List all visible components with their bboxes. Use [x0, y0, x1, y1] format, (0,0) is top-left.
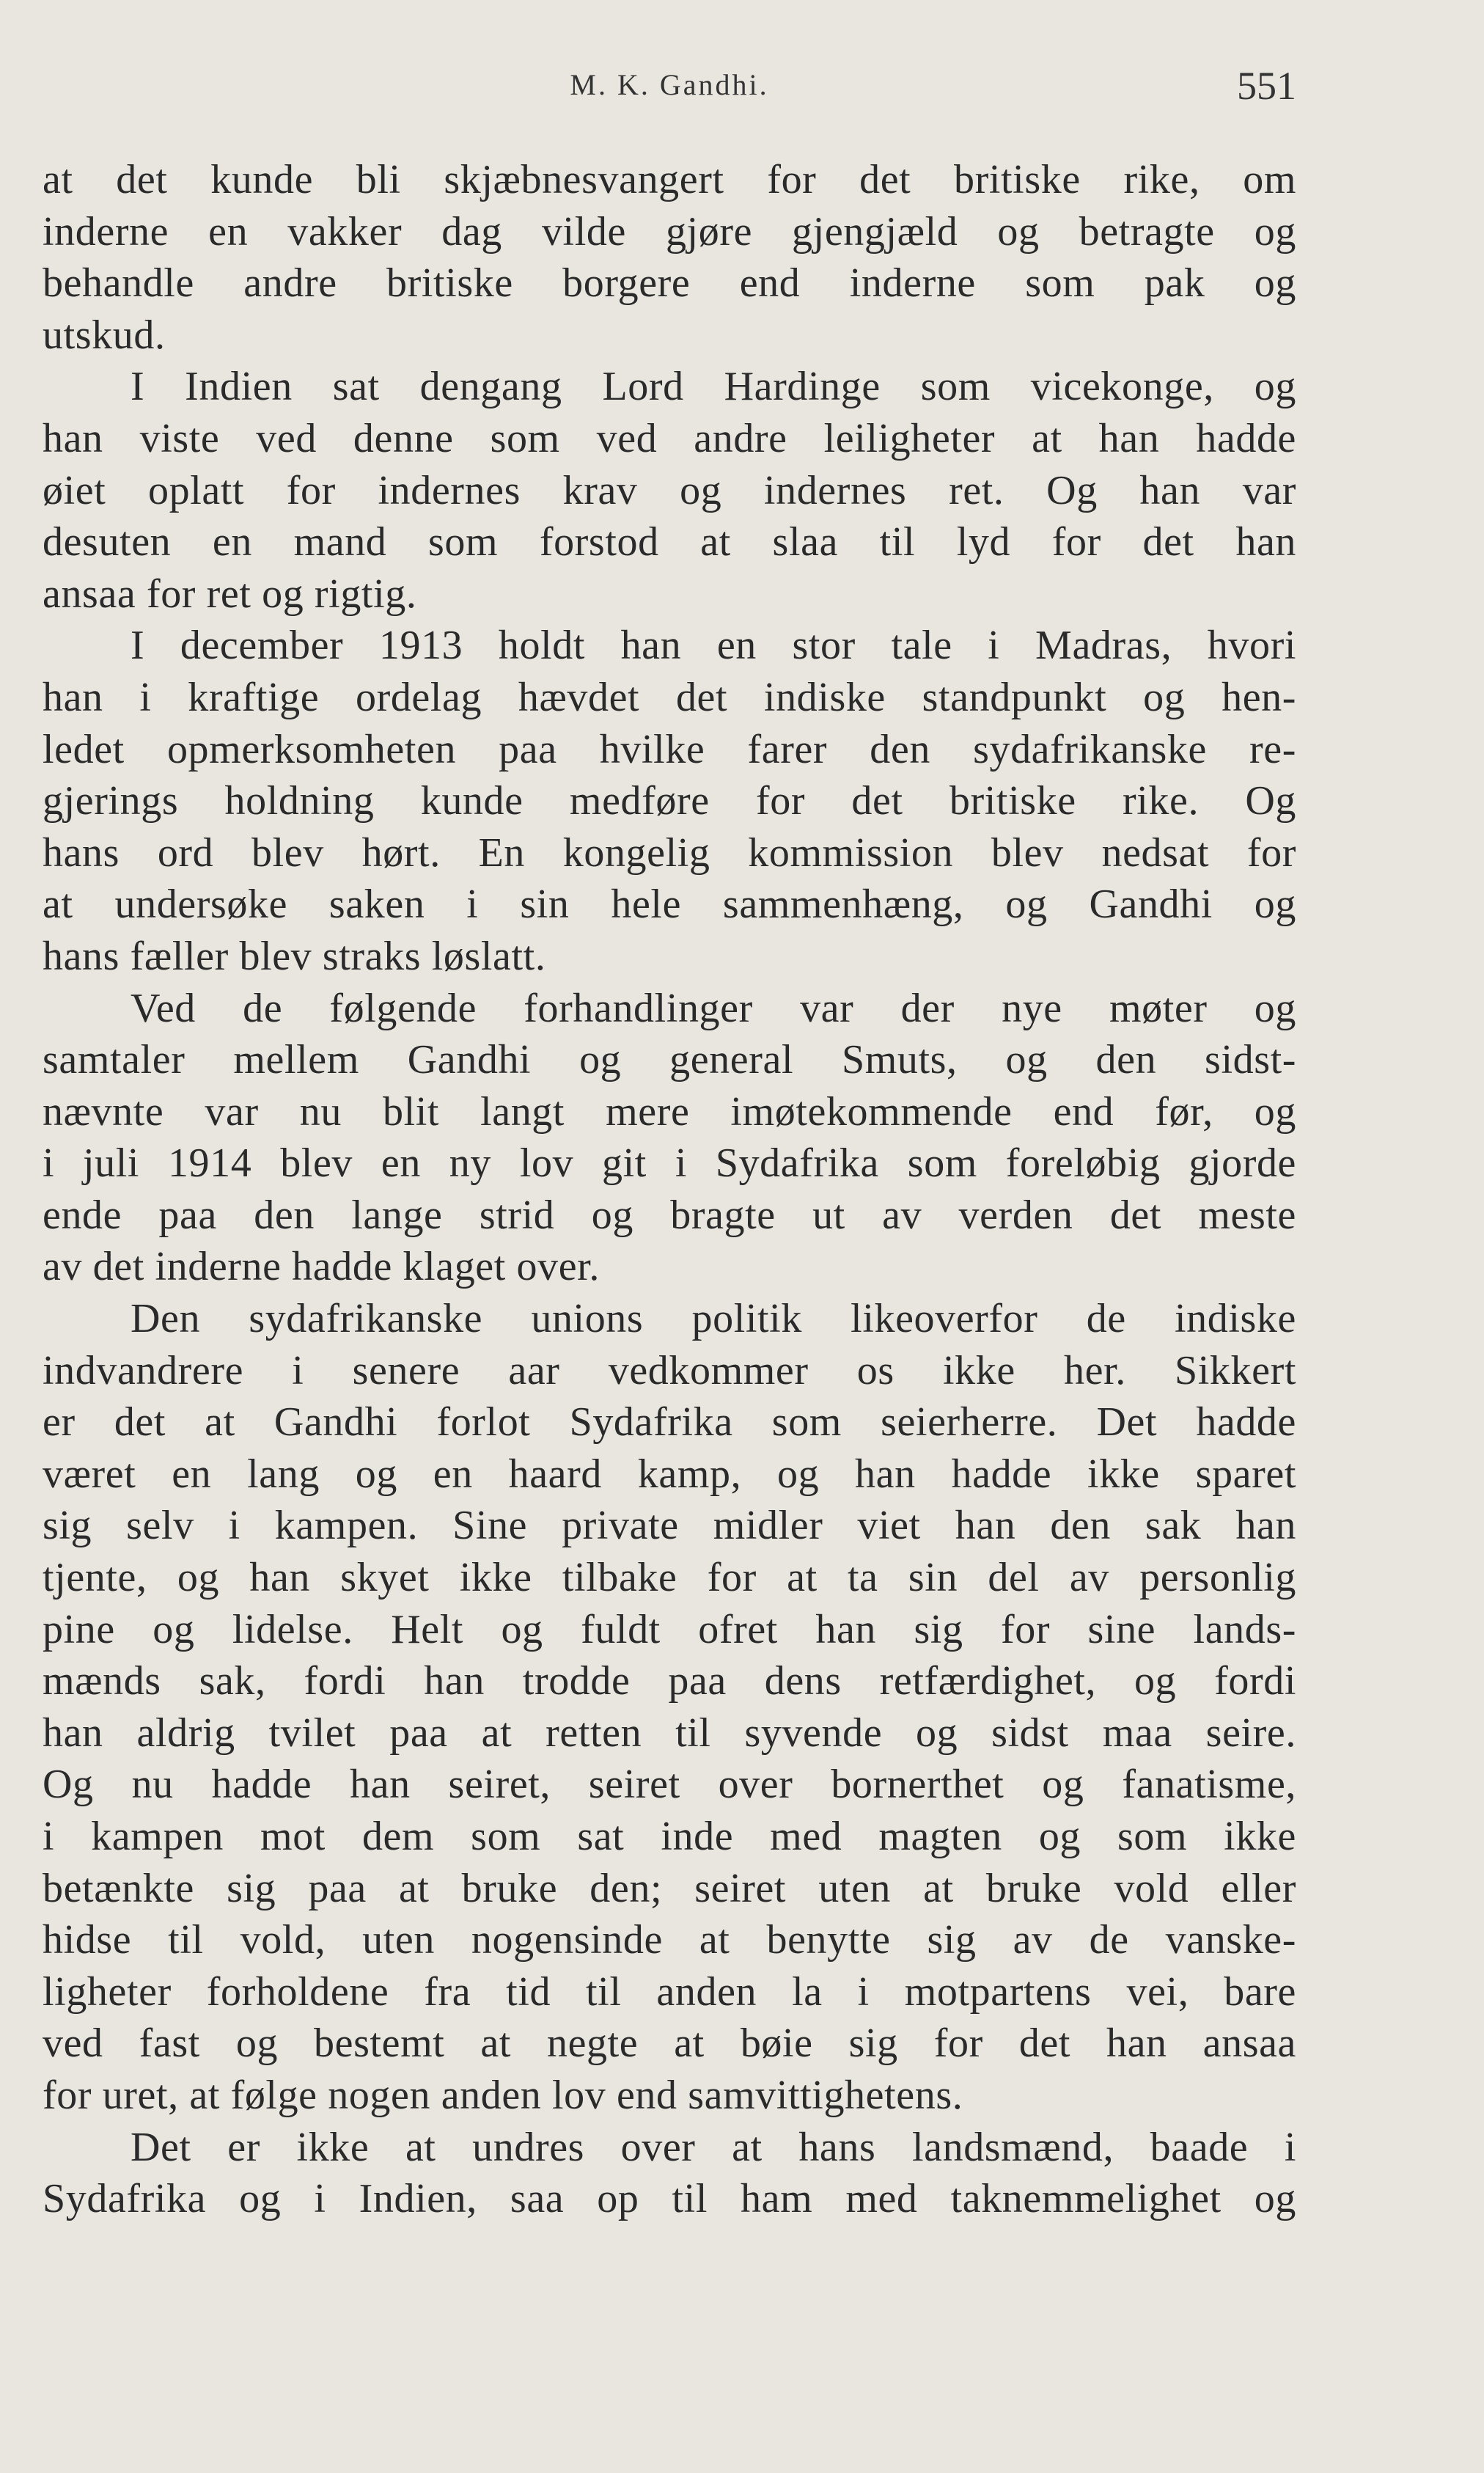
text-line: samtaler mellem Gandhi og general Smuts, og den sidst- — [43, 1037, 1296, 1083]
text-line: at det kunde bli skjæbnesvangert for det britiske rike, om — [43, 157, 1296, 202]
text-line: ansaa for ret og rigtig. — [43, 571, 417, 617]
text-line: Det er ikke at undres over at hans landsmænd, baade i — [131, 2124, 1296, 2170]
text-line: nævnte var nu blit langt mere imøtekommende end før, og — [43, 1088, 1296, 1135]
text-line: at undersøke saken i sin hele sammenhæng, og Gandhi og — [43, 882, 1296, 928]
page-header — [43, 64, 1296, 119]
text-line: Den sydafrikanske unions politik likeoverfor de indiske — [131, 1296, 1296, 1342]
running-title: M. K. Gandhi. — [570, 68, 769, 101]
text-line: i kampen mot dem som sat inde med magten og som ikke — [43, 1814, 1296, 1859]
text-line: hans ord blev hørt. En kongelig kommission blev nedsat for — [43, 829, 1296, 876]
text-line: Og nu hadde han seiret, seiret over bornerthet og fanatisme, — [43, 1762, 1296, 1808]
text-line: han viste ved denne som ved andre leiligheter at han hadde — [43, 415, 1296, 461]
text-line: ledet opmerksomheten paa hvilke farer den sydafrikanske re- — [43, 726, 1296, 772]
text-line: været en lang og en haard kamp, og han hadde ikke sparet — [43, 1451, 1296, 1497]
text-line: for uret, at følge nogen anden lov end samvittighetens. — [43, 2072, 963, 2118]
text-line: av det inderne hadde klaget over. — [43, 1244, 600, 1290]
text-line: hans fæller blev straks løslatt. — [43, 933, 546, 979]
text-line: betænkte sig paa at bruke den; seiret uten at bruke vold eller — [43, 1865, 1296, 1911]
text-line: gjerings holdning kunde medføre for det britiske rike. Og — [43, 778, 1296, 824]
text-line: han i kraftige ordelag hævdet det indiske standpunkt og hen- — [43, 674, 1296, 720]
text-line: I Indien sat dengang Lord Hardinge som vicekonge, og — [131, 364, 1296, 410]
body-text — [43, 154, 1296, 2225]
text-line: indvandrere i senere aar vedkommer os ikke her. Sikkert — [43, 1347, 1296, 1393]
text-line: mænds sak, fordi han trodde paa dens retfærdighet, og fordi — [43, 1658, 1296, 1704]
text-line: Sydafrika og i Indien, saa op til ham med taknemmelighet og — [43, 2176, 1296, 2222]
text-line: behandle andre britiske borgere end inderne som pak og — [43, 260, 1296, 307]
text-line: I december 1913 holdt han en stor tale i Madras, hvori — [131, 623, 1296, 669]
text-line: sig selv i kampen. Sine private midler viet han den sak han — [43, 1503, 1296, 1549]
text-line: hidse til vold, uten nogensinde at benytte sig av de vanske- — [43, 1917, 1296, 1963]
text-line: Ved de følgende forhandlinger var der nye møter og — [131, 985, 1296, 1031]
text-line: pine og lidelse. Helt og fuldt ofret han sig for sine lands- — [43, 1606, 1296, 1652]
text-line: ved fast og bestemt at negte at bøie sig for det han ansaa — [43, 2020, 1296, 2067]
text-line: ligheter forholdene fra tid til anden la i motpartens vei, bare — [43, 1968, 1296, 2015]
text-line: utskud. — [43, 312, 166, 358]
text-line: ende paa den lange strid og bragte ut av verden det meste — [43, 1192, 1296, 1238]
text-line: tjente, og han skyet ikke tilbake for at ta sin del av personlig — [43, 1555, 1296, 1601]
text-line: i juli 1914 blev en ny lov git i Sydafrika som foreløbig gjorde — [43, 1140, 1296, 1187]
page-number: 551 — [1237, 64, 1296, 108]
text-line: øiet oplatt for indernes krav og indernes ret. Og han var — [43, 467, 1296, 513]
text-line: han aldrig tvilet paa at retten til syvende og sidst maa seire. — [43, 1710, 1296, 1756]
text-line: er det at Gandhi forlot Sydafrika som seierherre. Det hadde — [43, 1399, 1296, 1446]
text-line: desuten en mand som forstod at slaa til lyd for det han — [43, 519, 1296, 565]
text-line: inderne en vakker dag vilde gjøre gjengjæld og betragte og — [43, 208, 1296, 254]
